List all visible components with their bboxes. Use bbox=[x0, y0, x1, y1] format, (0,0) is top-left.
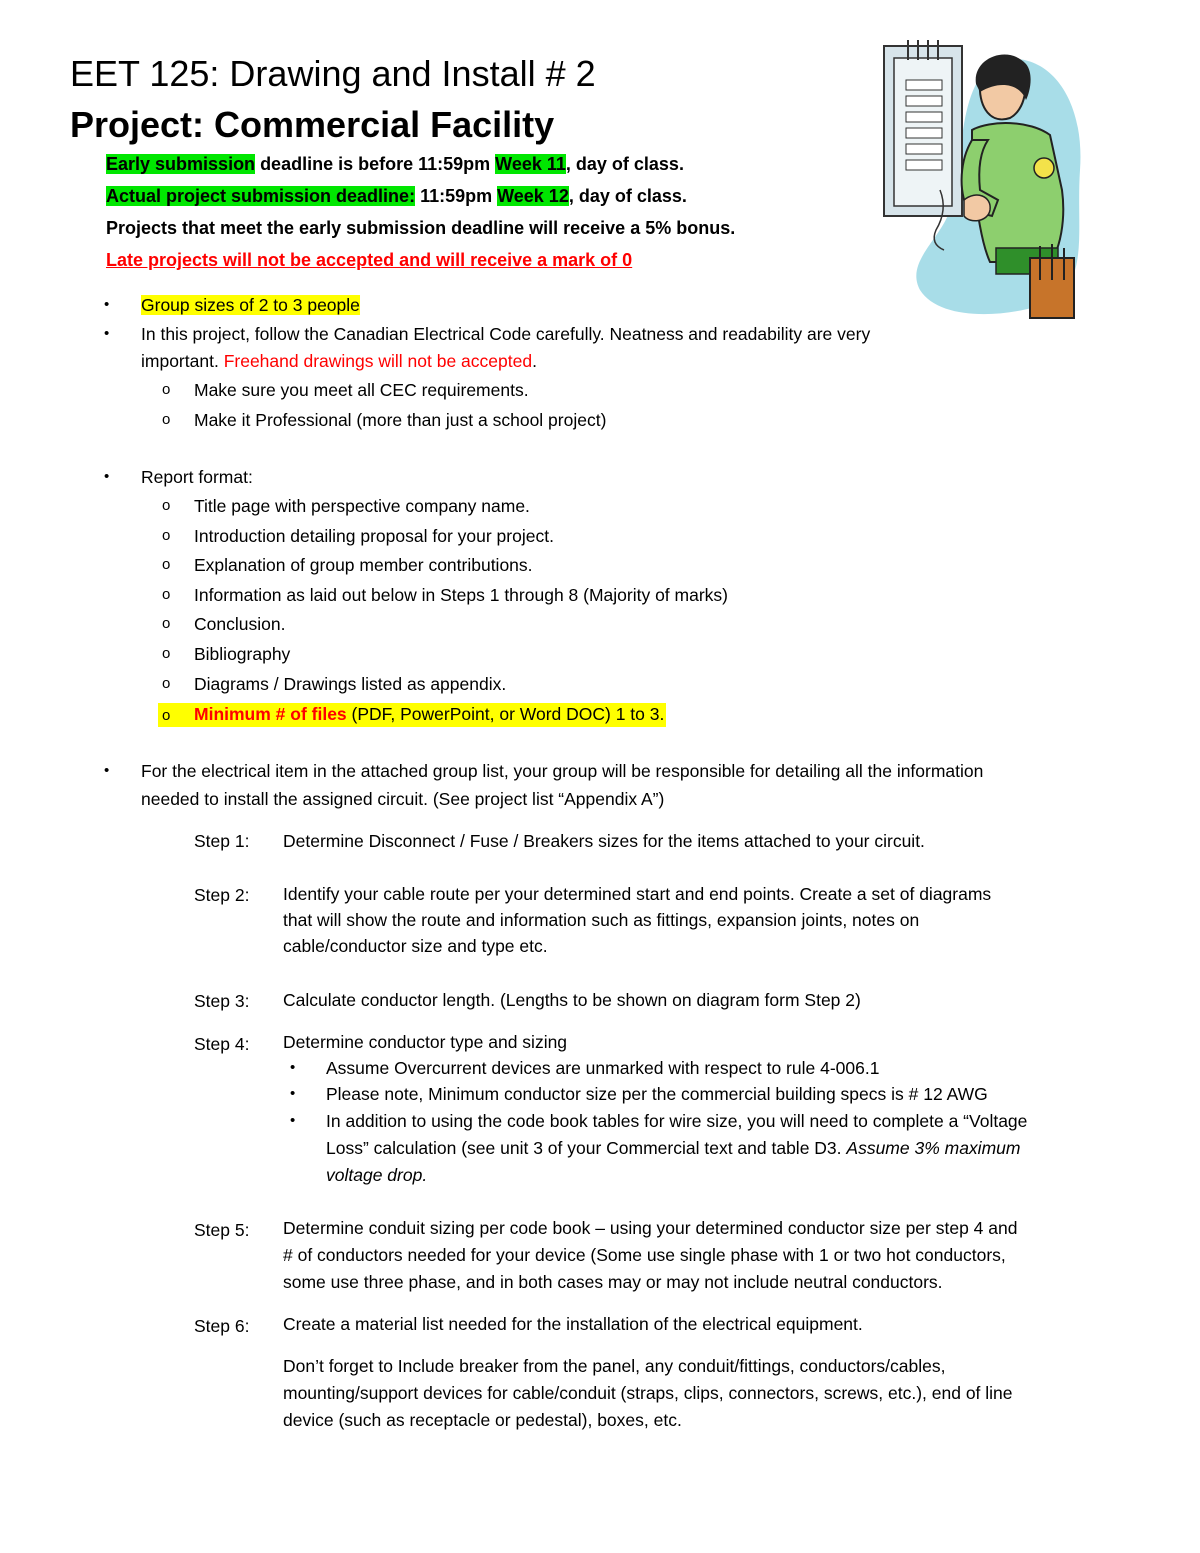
electrician-panel-icon bbox=[880, 40, 1092, 320]
bonus-line: Projects that meet the early submission deadline will receive a 5% bonus. bbox=[106, 218, 736, 238]
project-title: Project: Commercial Facility bbox=[70, 104, 555, 145]
min-files-item: o Minimum # of files (PDF, PowerPoint, or Word DOC) 1 to 3. bbox=[158, 703, 666, 727]
step-4-text: Determine conductor type and sizing bbox=[283, 1032, 568, 1052]
report-item: Conclusion. bbox=[194, 614, 286, 634]
electrical-line-2: needed to install the assigned circuit. (See project list “Appendix A”) bbox=[141, 789, 665, 809]
actual-deadline-line: Actual project submission deadline: 11:59pm Week 12, day of class. bbox=[106, 186, 687, 206]
report-item: Explanation of group member contributions. bbox=[194, 555, 533, 575]
sub-marker: o bbox=[162, 615, 171, 632]
step-6-para-line-3: device (such as receptacle or pedestal), boxes, etc. bbox=[283, 1410, 682, 1430]
step-2-line-3: cable/conductor size and type etc. bbox=[283, 936, 548, 956]
step-4-bullet-1: Assume Overcurrent devices are unmarked with respect to rule 4-006.1 bbox=[326, 1058, 880, 1078]
group-size-item: Group sizes of 2 to 3 people bbox=[141, 295, 360, 315]
sub-marker: o bbox=[162, 675, 171, 692]
sub-marker: o bbox=[162, 497, 171, 514]
document-title: EET 125: Drawing and Install # 2 bbox=[70, 53, 596, 94]
bullet-marker: • bbox=[290, 1112, 296, 1129]
step-2-line-1: Identify your cable route per your determined start and end points. Create a set of diagrams bbox=[283, 884, 992, 904]
report-format-heading: Report format: bbox=[141, 467, 253, 487]
step-4-label: Step 4: bbox=[194, 1034, 250, 1054]
sub-marker: o bbox=[162, 645, 171, 662]
step-6-para-line-1: Don’t forget to Include breaker from the panel, any conduit/fittings, conductors/cables, bbox=[283, 1356, 946, 1376]
report-item: Information as laid out below in Steps 1 through 8 (Majority of marks) bbox=[194, 585, 728, 605]
bullet-marker: • bbox=[290, 1085, 296, 1102]
step-4-bullet-3-line-2: Loss” calculation (see unit 3 of your Commercial text and table D3. Assume 3% maximum bbox=[326, 1138, 1021, 1158]
step-1-label: Step 1: bbox=[194, 831, 250, 851]
electrician-illustration bbox=[880, 40, 1092, 320]
step-6-text: Create a material list needed for the installation of the electrical equipment. bbox=[283, 1314, 863, 1334]
cec-sub-item-1: Make sure you meet all CEC requirements. bbox=[194, 380, 529, 400]
sub-marker: o bbox=[162, 381, 171, 398]
sub-marker: o bbox=[162, 411, 171, 428]
report-item: Introduction detailing proposal for your project. bbox=[194, 526, 554, 546]
step-5-line-1: Determine conduit sizing per code book – using your determined conductor size per step 4 and bbox=[283, 1218, 1018, 1238]
sub-marker: o bbox=[162, 527, 171, 544]
step-2-label: Step 2: bbox=[194, 885, 250, 905]
late-policy-line: Late projects will not be accepted and will receive a mark of 0 bbox=[106, 250, 633, 270]
report-item: Title page with perspective company name. bbox=[194, 496, 530, 516]
sub-marker: o bbox=[162, 556, 171, 573]
step-5-label: Step 5: bbox=[194, 1220, 250, 1240]
step-6-para-line-2: mounting/support devices for cable/conduit (straps, clips, connectors, screws, etc.), end of line bbox=[283, 1383, 1013, 1403]
step-1-text: Determine Disconnect / Fuse / Breakers sizes for the items attached to your circuit. bbox=[283, 831, 925, 851]
step-4-bullet-2: Please note, Minimum conductor size per the commercial building specs is # 12 AWG bbox=[326, 1084, 988, 1104]
bullet-marker: • bbox=[104, 296, 110, 313]
bullet-marker: • bbox=[290, 1059, 296, 1076]
electrical-line-1: For the electrical item in the attached group list, your group will be responsible for detailing all the information bbox=[141, 761, 984, 781]
bullet-marker: • bbox=[104, 762, 110, 779]
step-2-line-2: that will show the route and information such as fittings, expansion joints, notes on bbox=[283, 910, 920, 930]
cec-sub-item-2: Make it Professional (more than just a school project) bbox=[194, 410, 607, 430]
report-item: Bibliography bbox=[194, 644, 291, 664]
sub-marker: o bbox=[162, 586, 171, 603]
cec-line-1: In this project, follow the Canadian Electrical Code carefully. Neatness and readability are very bbox=[141, 324, 871, 344]
bullet-marker: • bbox=[104, 325, 110, 342]
early-deadline-line: Early submission deadline is before 11:59pm Week 11, day of class. bbox=[106, 154, 684, 174]
step-5-line-2: # of conductors needed for your device (Some use single phase with 1 or two hot conductors, bbox=[283, 1245, 1006, 1265]
bullet-marker: • bbox=[104, 468, 110, 485]
report-item: Diagrams / Drawings listed as appendix. bbox=[194, 674, 507, 694]
step-6-label: Step 6: bbox=[194, 1316, 250, 1336]
step-5-line-3: some use three phase, and in both cases may or may not include neutral conductors. bbox=[283, 1272, 943, 1292]
step-3-text: Calculate conductor length. (Lengths to be shown on diagram form Step 2) bbox=[283, 990, 861, 1010]
step-4-bullet-3-line-1: In addition to using the code book tables for wire size, you will need to complete a “Voltage bbox=[326, 1111, 1028, 1131]
step-3-label: Step 3: bbox=[194, 991, 250, 1011]
cec-line-2: important. Freehand drawings will not be accepted. bbox=[141, 351, 537, 371]
step-4-bullet-3-line-3: voltage drop. bbox=[326, 1165, 428, 1185]
